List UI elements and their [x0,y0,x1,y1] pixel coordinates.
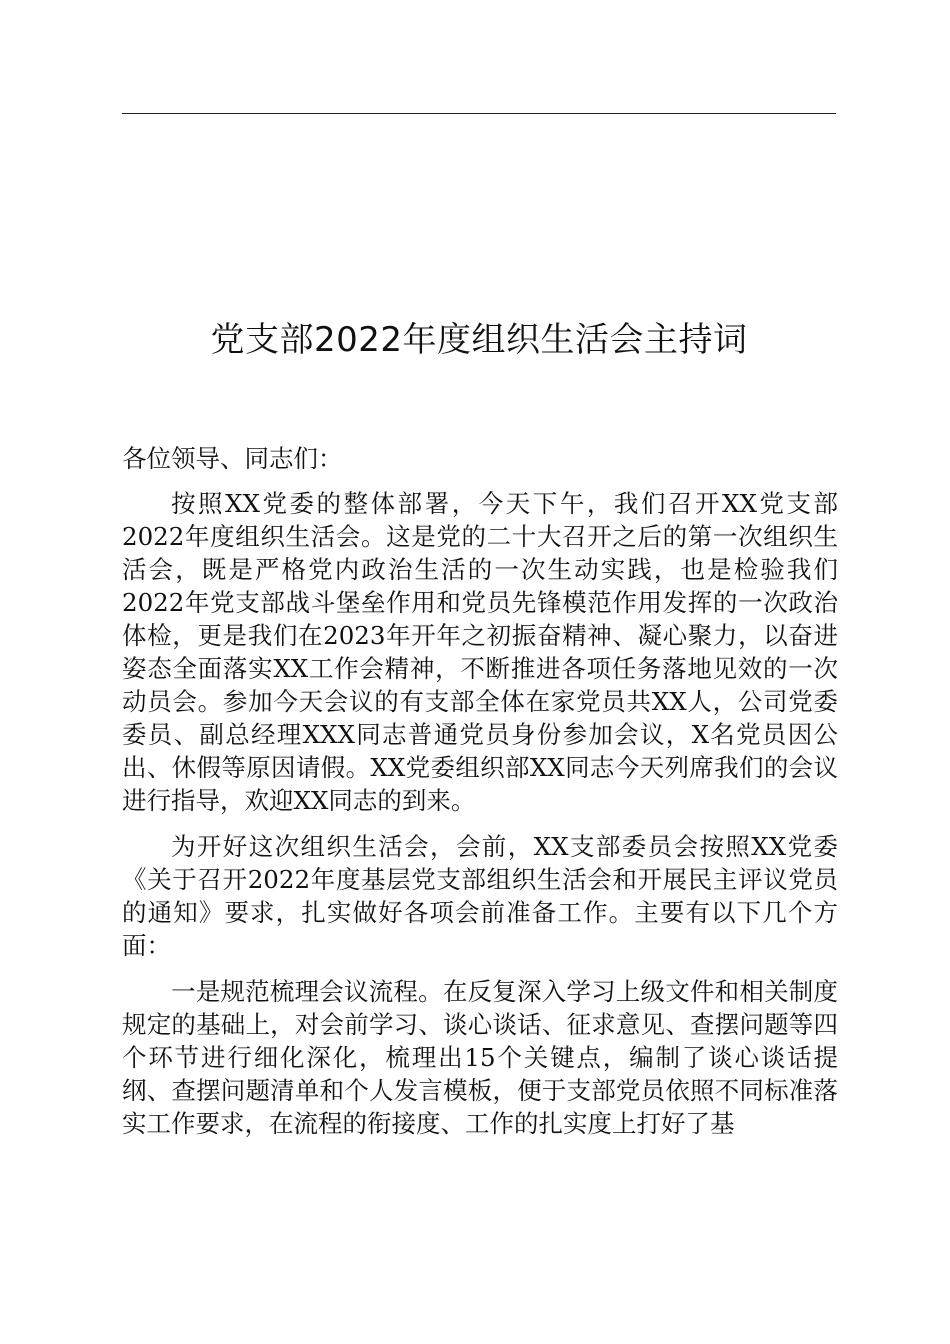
header-rule [122,113,836,114]
document-title: 党支部2022年度组织生活会主持词 [210,320,748,360]
salutation: 各位领导、同志们： [122,444,343,473]
paragraph-point-one: 一是规范梳理会议流程。在反复深入学习上级文件和相关制度规定的基础上，对会前学习、谈心谈话、征求意见、查摆问题等四个环节进行细化深化，梳理出15个关键点，编制了谈心谈话提纲、查摆问题清单和个人发言模板，便于支部党员依照不同标准落实工作要求，在流程的衔接度、工作的扎实度上打好了基 [122,977,838,1138]
paragraph-preparation: 为开好这次组织生活会，会前，XX支部委员会按照XX党委《关于召开2022年度基层党支部组织生活会和开展民主评议党员的通知》要求，扎实做好各项会前准备工作。主要有以下几个方面： [122,832,838,960]
document-body [122,442,838,1153]
paragraph-opening: 按照XX党委的整体部署，今天下午，我们召开XX党支部2022年度组织生活会。这是党的二十大召开之后的第一次组织生活会，既是严格党内政治生活的一次生动实践，也是检验我们2022年党支部战斗堡垒作用和党员先锋模范作用发挥的一次政治体检，更是我们在2023年开年之初振奋精神、凝心聚力，以奋进姿态全面落实XX工作会精神，不断推进各项任务落地见效的一次动员会。参加今天会议的有支部全体在家党员共XX人，公司党委委员、副总经理XXX同志普通党员身份参加会议，X名党员因公出、休假等原因请假。XX党委组织部XX同志今天列席我们的会议进行指导，欢迎XX同志的到来。 [122,489,838,815]
